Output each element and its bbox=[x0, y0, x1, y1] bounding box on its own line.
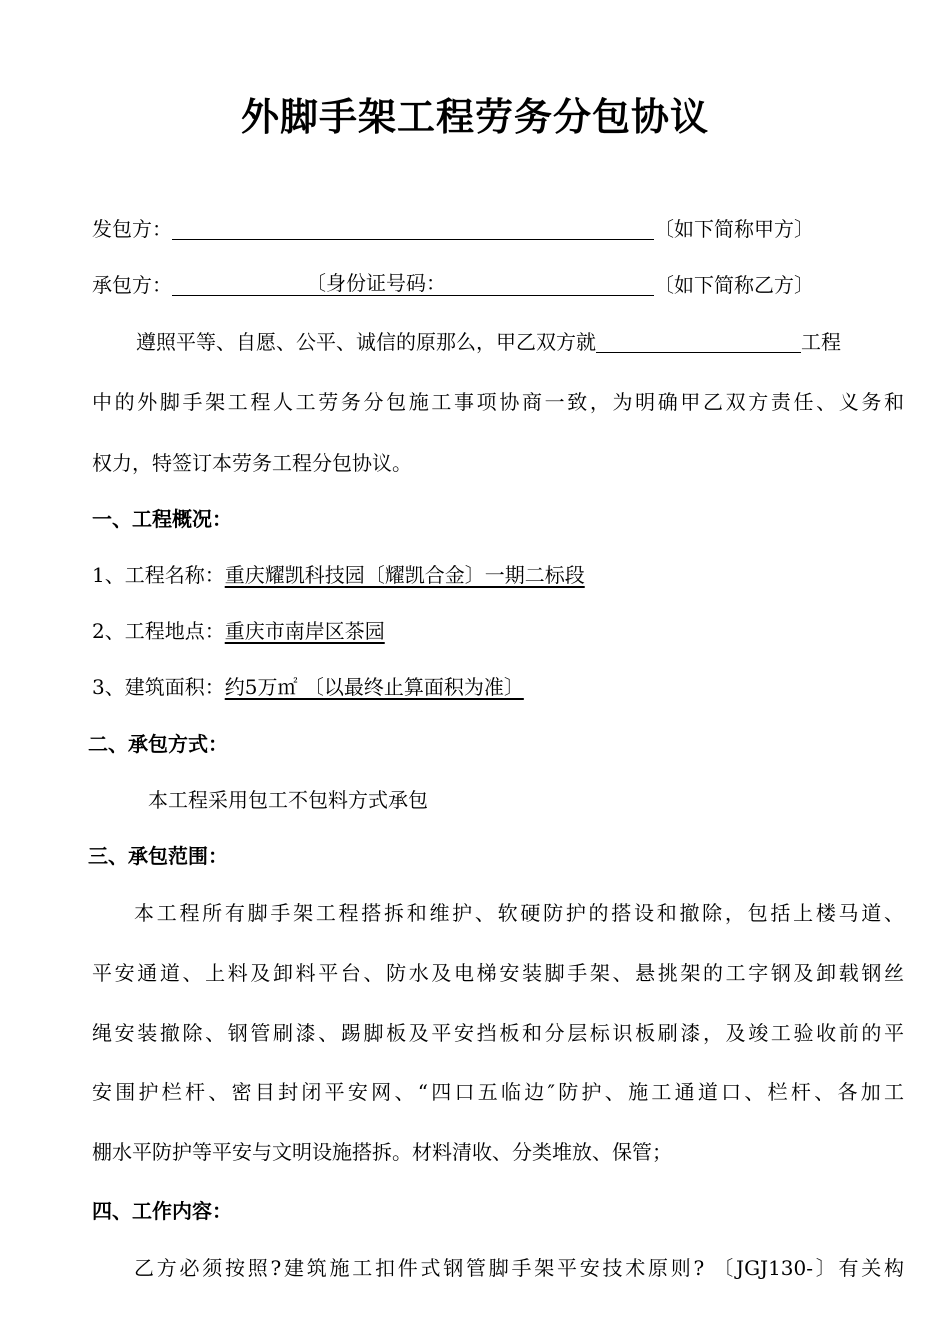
section-2-heading: 二、承包方式： bbox=[88, 732, 228, 756]
project-location-item bbox=[92, 617, 385, 645]
intro-line-1-start: 遵照平等、自愿、公平、诚信的原那么，甲乙双方就 bbox=[136, 330, 596, 354]
project-name-label: 1、工程名称： bbox=[92, 563, 225, 587]
party-b-id-label: 〔身份证号码： bbox=[306, 271, 446, 295]
party-a-suffix: 〔如下简称甲方〕 bbox=[654, 217, 814, 241]
party-b-suffix: 〔如下简称乙方〕 bbox=[654, 273, 814, 297]
party-b-label: 承包方： bbox=[92, 273, 172, 297]
work-content-line-1: 乙方必须按照?建筑施工扣件式钢管脚手架平安技术原则? 〔JGJ130-〕有关构 bbox=[134, 1256, 904, 1280]
party-a-blank[interactable] bbox=[172, 219, 654, 240]
party-b-line bbox=[92, 271, 814, 299]
contract-method-text: 本工程采用包工不包料方式承包 bbox=[148, 788, 428, 812]
section-3-heading: 三、承包范围： bbox=[88, 844, 228, 868]
project-name-item bbox=[92, 561, 585, 589]
scope-line-3: 绳安装撤除、钢管刷漆、踢脚板及平安挡板和分层标识板刷漆，及竣工验收前的平 bbox=[92, 1021, 904, 1045]
project-name-value: 重庆耀凯科技园〔耀凯合金〕一期二标段 bbox=[224, 563, 585, 587]
scope-line-2: 平安通道、上料及卸料平台、防水及电梯安装脚手架、悬挑架的工字钢及卸载钢丝 bbox=[92, 961, 904, 985]
intro-line-1-end: 工程 bbox=[801, 330, 841, 354]
project-location-value: 重庆市南岸区茶园 bbox=[224, 619, 385, 643]
building-area-label: 3、建筑面积： bbox=[92, 675, 225, 699]
section-1-heading: 一、工程概况： bbox=[92, 507, 232, 531]
building-area-value: 约5万㎡ 〔以最终止算面积为准〕 bbox=[224, 675, 524, 699]
building-area-item bbox=[92, 673, 524, 701]
intro-line-2: 中的外脚手架工程人工劳务分包施工事项协商一致，为明确甲乙双方责任、义务和 bbox=[92, 390, 904, 414]
section-4-heading: 四、工作内容： bbox=[92, 1199, 232, 1223]
scope-line-5: 棚水平防护等平安与文明设施搭拆。材料清收、分类堆放、保管； bbox=[92, 1140, 672, 1164]
project-location-label: 2、工程地点： bbox=[92, 619, 225, 643]
intro-line-3: 权力，特签订本劳务工程分包协议。 bbox=[92, 451, 412, 475]
scope-line-1: 本工程所有脚手架工程搭拆和维护、软硬防护的搭设和撤除，包括上楼马道、 bbox=[134, 901, 904, 925]
intro-line-1 bbox=[136, 328, 841, 356]
party-a-label: 发包方： bbox=[92, 217, 172, 241]
project-name-blank[interactable] bbox=[596, 332, 801, 353]
scope-line-4: 安围护栏杆、密目封闭平安网、“四口五临边″防护、施工通道口、栏杆、各加工 bbox=[92, 1080, 904, 1104]
document-title: 外脚手架工程劳务分包协议 bbox=[240, 94, 709, 139]
party-b-blank[interactable] bbox=[172, 271, 654, 296]
party-a-line bbox=[92, 215, 814, 243]
